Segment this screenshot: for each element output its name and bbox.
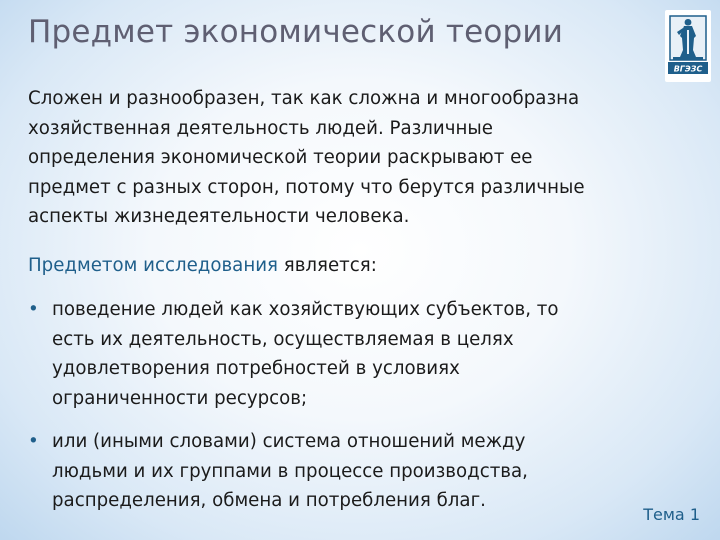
bullet-icon: • — [28, 299, 39, 320]
bullet-line: удовлетворения потребностей в условиях — [52, 358, 460, 379]
bullet-line: или (иными словами) система отношений между — [52, 431, 526, 452]
bullet-item — [28, 427, 708, 516]
bullet-line: распределения, обмена и потребления благ. — [52, 490, 486, 511]
logo-text: ВГЭЗС — [673, 64, 703, 74]
topic-footer: Тема 1 — [643, 505, 700, 524]
bullet-line: людьми и их группами в процессе производства, — [52, 460, 528, 482]
intro-line: определения экономической теории раскрывают ее — [28, 147, 533, 168]
bullet-line: ограниченности ресурсов; — [52, 387, 308, 409]
subject-rest: является: — [277, 255, 377, 276]
bullet-line: поведение людей как хозяйствующих субъектов, то — [52, 299, 559, 320]
intro-line: Сложен и разнообразен, так как сложна и многообразна — [28, 88, 580, 109]
intro-paragraph — [28, 84, 708, 232]
slide-title: Предмет экономической теории — [28, 14, 564, 50]
bullet-item — [28, 295, 708, 413]
bullet-line: есть их деятельность, осуществляемая в целях — [52, 328, 514, 350]
university-emblem-icon — [665, 10, 711, 82]
intro-line: предмет с разных сторон, потому что берутся различные — [28, 176, 585, 198]
bullet-list — [28, 295, 708, 516]
intro-line: хозяйственная деятельность людей. Различные — [28, 117, 493, 139]
intro-line: аспекты жизнедеятельности человека. — [28, 206, 410, 227]
bullet-icon: • — [28, 431, 39, 452]
subject-heading — [28, 255, 377, 276]
subject-emphasis: Предметом исследования — [28, 255, 278, 276]
